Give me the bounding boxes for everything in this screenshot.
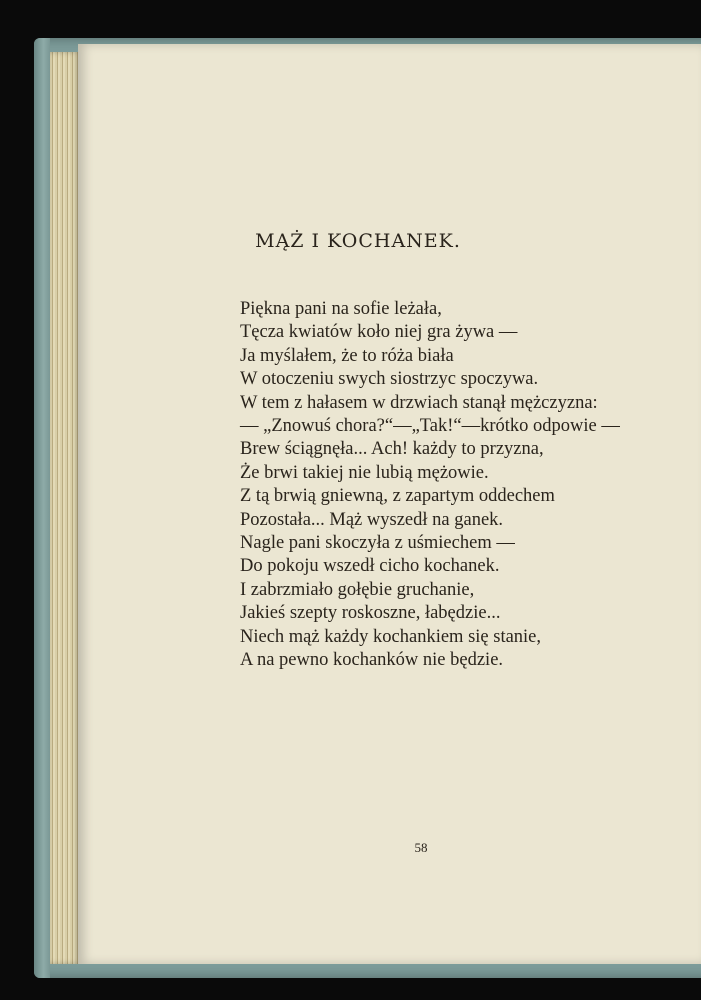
poem-verse: Tęcza kwiatów koło niej gra żywa — (240, 322, 518, 343)
page-number: 58 (414, 840, 428, 855)
book-spine-edge (34, 38, 50, 978)
poem-verse: Pozostała... Mąż wyszedł na ganek. (240, 509, 504, 530)
poem-verse: Ja myślałem, że to róża biała (240, 345, 454, 366)
page-stack-edge (50, 52, 80, 964)
poem-verse: Z tą brwią gniewną, z zapartym oddechem (240, 486, 555, 507)
book-page (78, 44, 701, 964)
poem-body (240, 298, 680, 673)
poem-verse: Jakieś szepty roskoszne, łabędzie... (240, 603, 501, 624)
poem-verse: — „Znowuś chora?“—„Tak!“—krótko odpowie — (240, 416, 620, 437)
poem-verse: Niech mąż każdy kochankiem się stanie, (240, 626, 542, 647)
poem-verse: Że brwi takiej nie lubią mężowie. (240, 462, 489, 483)
poem-verse: I zabrzmiało gołębie gruchanie, (240, 579, 475, 600)
poem-verse: Nagle pani skoczyła z uśmiechem — (240, 533, 515, 554)
poem-title: MĄŻ I KOCHANEK. (255, 230, 461, 252)
poem-verse: Brew ściągnęła... Ach! każdy to przyzna, (240, 439, 544, 460)
poem-verse: W otoczeniu swych siostrzyc spoczywa. (240, 369, 539, 390)
poem-verse: Do pokoju wszedł cicho kochanek. (240, 556, 500, 577)
poem-verse: W tem z hałasem w drzwiach stanął mężczyzna: (240, 392, 598, 413)
poem-verse: Piękna pani na sofie leżała, (240, 299, 442, 319)
poem-verse: A na pewno kochanków nie będzie. (240, 650, 504, 671)
